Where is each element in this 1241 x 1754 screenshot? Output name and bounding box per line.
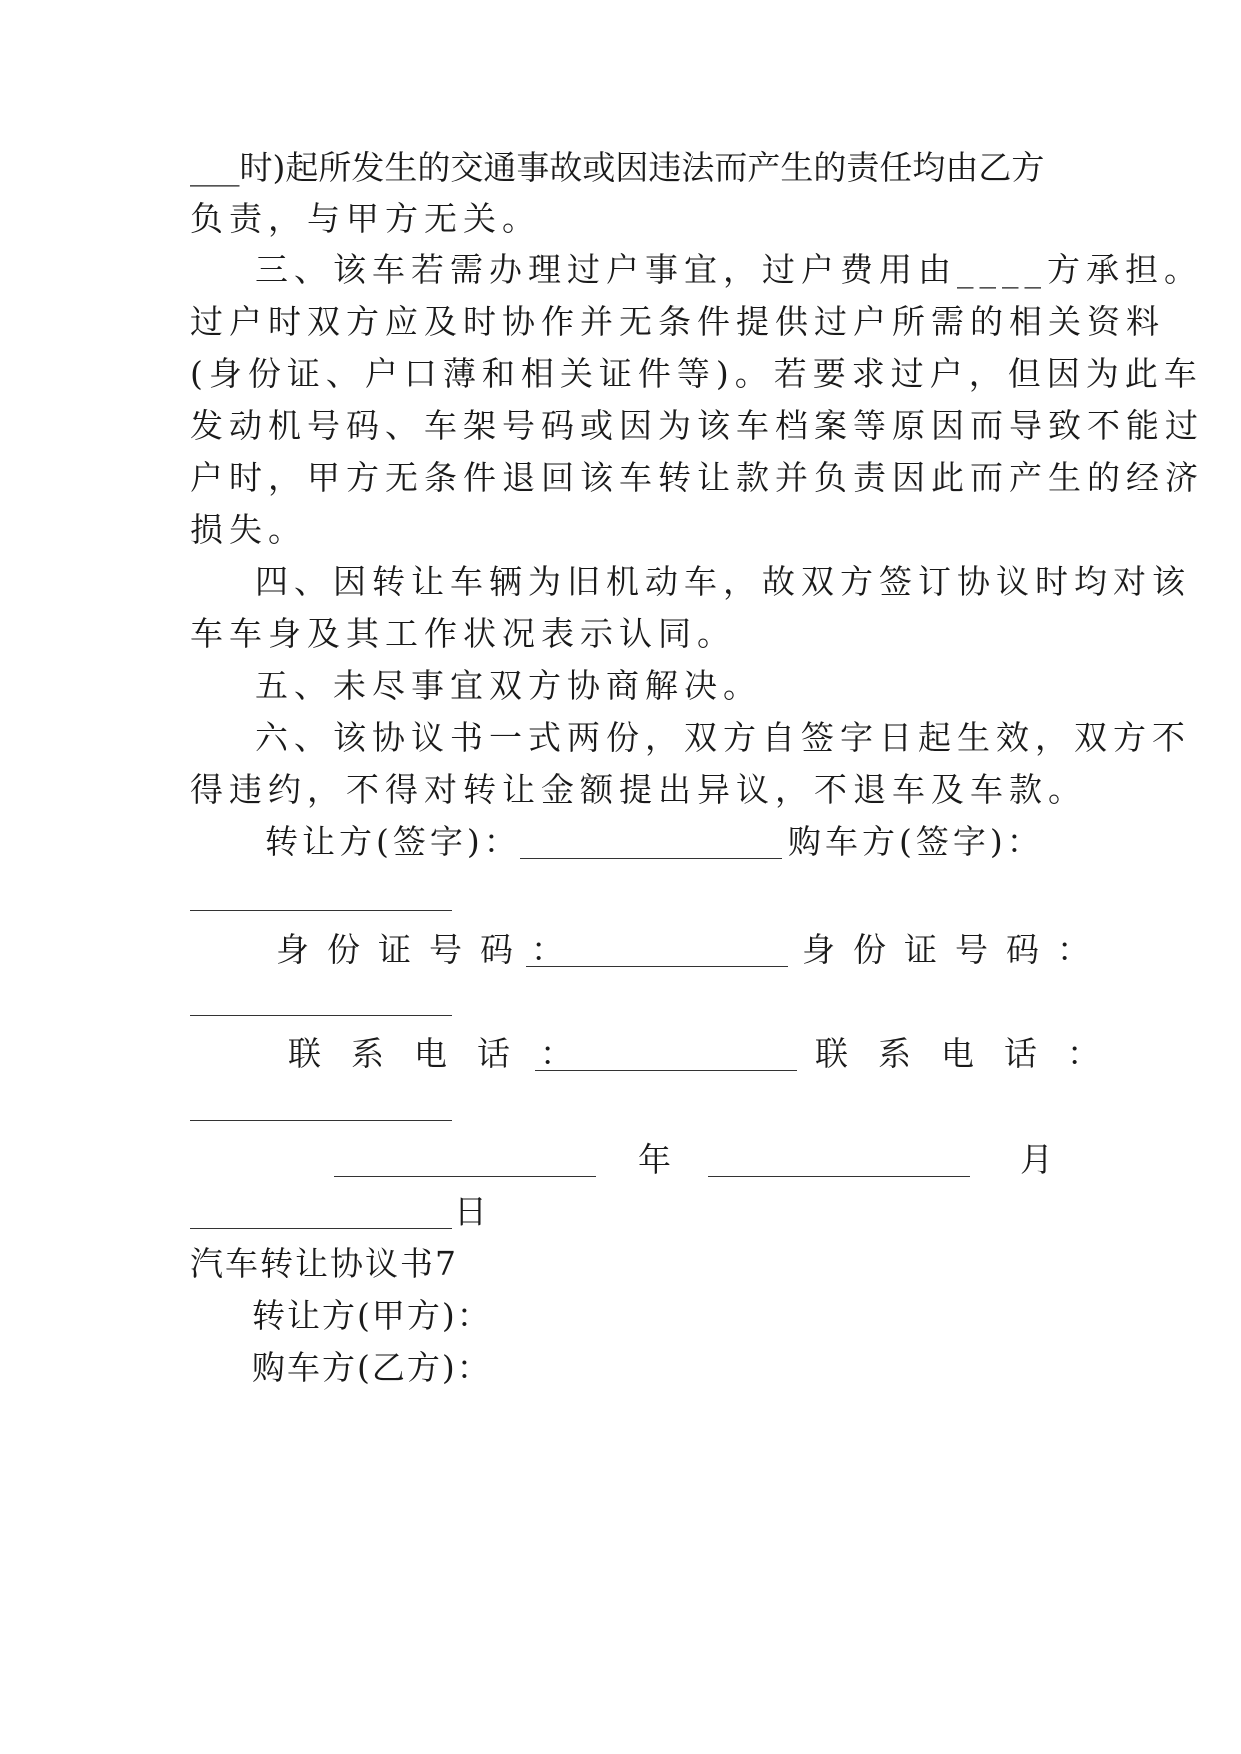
party-a-label: 转让方(甲方)： [252, 1296, 492, 1335]
buyer-sign-label: 购车方(签字)： [788, 822, 1044, 861]
paragraph-line: 负责，与甲方无关。 [190, 199, 541, 238]
buyer-id-blank [190, 1015, 452, 1016]
paragraph-line: 户时，甲方无条件退回该车转让款并负责因此而产生的经济 [190, 458, 1204, 497]
paragraph-line [190, 148, 1050, 188]
paragraph-line: 车车身及其工作状况表示认同。 [190, 614, 736, 653]
seller-id-label: 身份证号码： [276, 930, 582, 969]
seller-id-blank [526, 966, 788, 967]
buyer-id-label: 身份证号码： [802, 930, 1108, 969]
year-blank [334, 1176, 596, 1177]
paragraph-line: 五、未尽事宜双方协商解决。 [255, 666, 762, 705]
buyer-sign-blank [190, 910, 452, 911]
date-row [190, 1140, 1053, 1180]
seller-sign-blank [520, 858, 782, 859]
paragraph-line: 四、因转让车辆为旧机动车，故双方签订协议时均对该 [255, 562, 1191, 601]
buyer-phone-label: 联系电话： [815, 1034, 1130, 1073]
paragraph-line: 得违约，不得对转让金额提出异议，不退车及车款。 [190, 770, 1087, 809]
seller-phone-blank [535, 1070, 797, 1071]
paragraph-line: 六、该协议书一式两份，双方自签字日起生效，双方不 [255, 718, 1191, 757]
id-row [190, 930, 1108, 970]
month-blank [708, 1176, 970, 1177]
paragraph-line: 发动机号码、车架号码或因为该车档案等原因而导致不能过 [190, 406, 1204, 445]
text-line: ___时)起所发生的交通事故或因违法而产生的责任均由乙方 [190, 148, 1045, 187]
party-b-label: 购车方(乙方)： [252, 1348, 492, 1387]
seller-sign-label: 转让方(签字)： [265, 822, 521, 861]
signature-row [190, 822, 1050, 862]
day-row [190, 1192, 1050, 1232]
paragraph-line: 过户时双方应及时协作并无条件提供过户所需的相关资料 [190, 302, 1165, 341]
paragraph-line: (身份证、户口薄和相关证件等)。若要求过户，但因为此车 [190, 354, 1203, 393]
month-label: 月 [1020, 1140, 1053, 1179]
day-label: 日 [454, 1192, 487, 1231]
year-label: 年 [638, 1140, 671, 1179]
day-blank [190, 1228, 452, 1229]
section-title: 汽车转让协议书7 [190, 1244, 458, 1283]
buyer-phone-blank [190, 1120, 452, 1121]
seller-phone-label: 联系电话： [288, 1034, 603, 1073]
paragraph-line: 损失。 [190, 510, 307, 549]
phone-row [190, 1034, 1130, 1074]
paragraph-line: 三、该车若需办理过户事宜，过户费用由____方承担。 [255, 250, 1203, 289]
